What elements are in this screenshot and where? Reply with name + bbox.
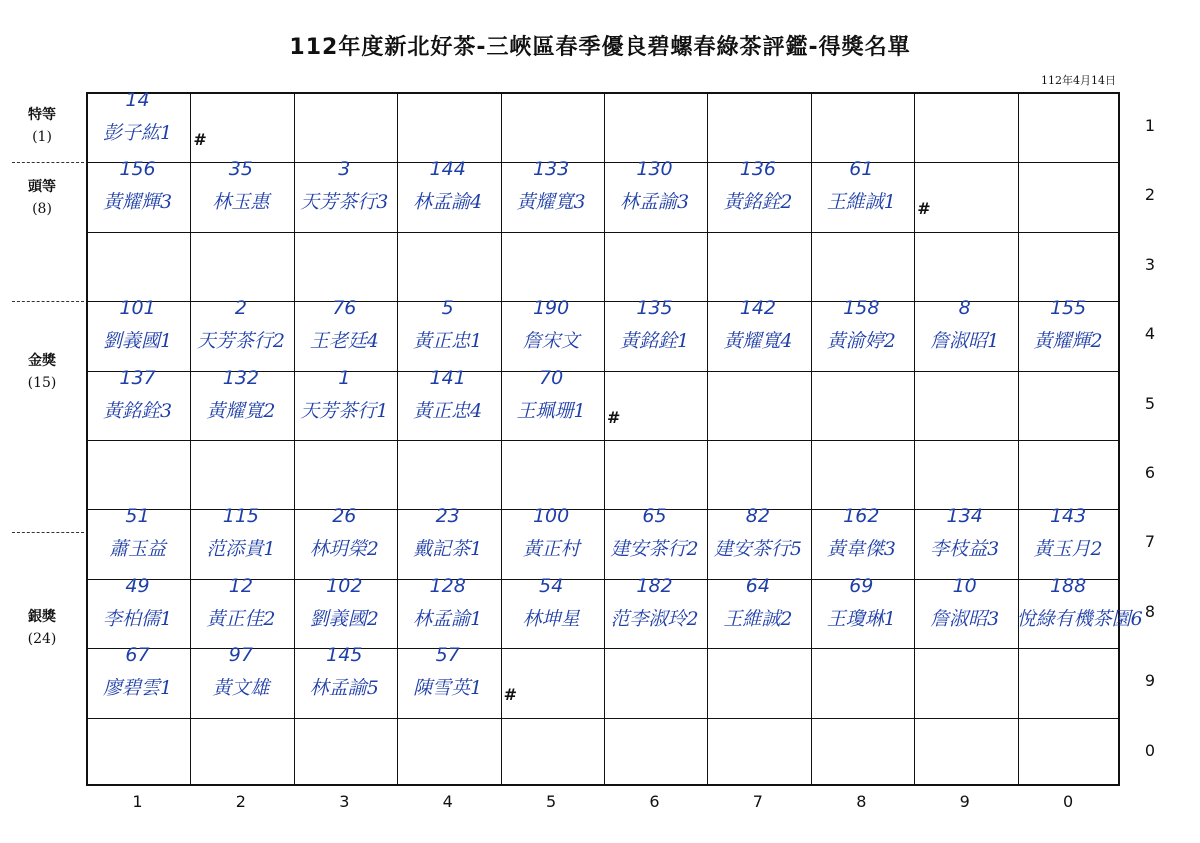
entry-name: 王維誠2 [723,607,793,630]
column-number: 4 [442,792,453,811]
category-silver [0,606,84,650]
entry-name: 建安茶行5 [713,538,802,561]
entry-number: 65 [642,505,667,528]
entry-name: 王瓊琳1 [826,607,896,630]
entry-name: 詹淑昭3 [930,607,1000,630]
entry-number: 8 [958,297,971,320]
entry-number: 141 [429,366,466,389]
entry-name: 彭子紘1 [102,122,173,144]
entry-number: 57 [435,644,460,667]
entry-number: 144 [429,158,466,181]
row-number: 7 [1144,532,1156,552]
entry-name: 林孟諭1 [413,607,483,630]
entry-name: 王老廷4 [309,330,379,353]
entry-number: 142 [739,297,777,320]
row-number: 8 [1144,601,1156,621]
column-number: 5 [546,792,557,811]
entry-name: 黃正忠1 [413,330,483,353]
entry-number: 12 [228,574,253,597]
column-number: 3 [339,792,350,811]
entry-number: 102 [326,574,363,597]
category-name: 銀獎 [28,609,56,625]
entry-name: 戴記茶1 [413,538,483,561]
entry-name: 黃銘銓3 [102,399,173,422]
date-label: 112年4月14日 [1041,74,1116,87]
entry-number: 158 [843,297,880,320]
entry-name: 范李淑玲2 [610,607,699,630]
entry-number: 128 [429,574,466,597]
entry-number: 10 [952,574,977,597]
column-number: 9 [959,792,970,811]
entry-name: 黃耀寬2 [206,399,276,422]
entry-number: 23 [435,505,460,528]
grid-row-line [88,440,1118,441]
category-count: (1) [32,129,52,145]
entry-number: 188 [1049,574,1087,597]
grid-column-line [914,94,915,784]
entry-number: 2 [234,297,247,320]
end-mark: # [917,199,931,219]
entry-name: 天芳茶行1 [300,399,389,422]
entry-name: 林玉惠 [212,191,270,214]
category-count: (8) [32,201,52,217]
entry-number: 54 [539,574,564,597]
entry-name: 詹宋文 [522,330,580,353]
row-number: 2 [1144,185,1156,205]
entry-name: 黃玉月2 [1033,538,1103,561]
entry-name: 天芳茶行2 [196,330,285,353]
entry-name: 林坤星 [522,607,580,630]
entry-number: 162 [843,505,880,528]
entry-name: 劉義國2 [309,607,379,630]
column-number: 2 [235,792,246,811]
grid-row-line [88,718,1118,719]
entry-name: 林孟諭3 [619,191,690,214]
entry-number: 14 [125,89,150,111]
category-divider [12,162,84,163]
category-divider [12,301,84,302]
category-name: 金獎 [28,353,56,369]
entry-name: 林孟諭4 [413,191,483,214]
entry-number: 155 [1049,297,1087,320]
entry-name: 黃韋傑3 [826,538,896,561]
entry-number: 1 [338,366,351,389]
row-number: 6 [1144,463,1156,482]
entry-number: 67 [125,644,150,667]
column-number: 0 [1063,792,1074,811]
end-mark: # [193,130,207,149]
row-number: 5 [1144,393,1156,413]
entry-name: 王珮珊1 [516,399,586,422]
entry-number: 135 [636,297,673,320]
entry-name: 黃耀輝3 [102,191,173,214]
entry-name: 黃銘銓1 [619,330,690,353]
entry-number: 49 [125,574,150,597]
column-number: 6 [649,792,660,811]
column-number: 8 [856,792,867,811]
entry-number: 61 [849,158,874,181]
entry-number: 132 [222,366,260,389]
entry-number: 156 [119,158,156,181]
entry-name: 黃銘銓2 [723,191,793,214]
entry-name: 林玥榮2 [309,538,379,561]
entry-number: 76 [332,297,357,320]
column-number: 7 [752,792,763,811]
entry-number: 3 [338,158,351,181]
entry-name: 黃耀寬3 [516,191,586,214]
row-number: 0 [1144,740,1156,760]
entry-number: 70 [539,366,564,389]
entry-number: 35 [228,158,253,181]
category-divider [12,532,84,533]
entry-name: 陳雪英1 [413,677,483,700]
row-number: 4 [1144,324,1156,344]
row-number: 3 [1144,254,1156,274]
entry-number: 115 [222,505,260,528]
entry-number: 137 [119,366,156,389]
entry-number: 182 [636,574,673,597]
entry-name: 黃正忠4 [413,399,483,422]
entry-name: 范添貴1 [206,538,276,561]
entry-number: 97 [228,644,253,667]
entry-name: 黃耀寬4 [723,330,793,353]
entry-name: 黃正佳2 [206,607,276,630]
entry-name: 王維誠1 [826,191,896,214]
category-name: 特等 [28,107,56,123]
grid-row-line [88,232,1118,233]
end-mark: # [607,407,621,427]
entry-name: 詹淑昭1 [930,330,1000,353]
entry-number: 134 [946,505,983,528]
entry-name: 黃文雄 [212,677,270,700]
page-title: 112年度新北好茶-三峽區春季優良碧螺春綠茶評鑑-得獎名單 [289,35,911,60]
entry-number: 51 [125,505,150,528]
entry-number: 145 [326,644,363,667]
column-number: 1 [132,792,143,811]
entry-number: 101 [119,297,156,320]
category-count: (15) [27,375,57,391]
category-count: (24) [27,631,57,647]
entry-name: 天芳茶行3 [300,191,389,214]
category-gold [0,350,84,394]
entry-name: 林孟諭5 [309,677,379,700]
entry-number: 143 [1049,505,1087,528]
entry-number: 69 [849,574,874,597]
entry-name: 悅綠有機茶園6 [1016,607,1143,630]
entry-name: 李柏儒1 [102,607,173,630]
entry-number: 82 [745,505,770,528]
entry-number: 64 [745,574,770,597]
entry-name: 黃正村 [522,538,580,561]
row-number: 1 [1144,116,1156,135]
entry-number: 130 [636,158,673,181]
entry-name: 廖碧雲1 [102,677,173,700]
entry-name: 黃渝婷2 [826,330,896,353]
entry-name: 李枝益3 [930,538,1000,561]
grid-column-line [1018,94,1019,784]
row-number: 9 [1144,671,1156,691]
category-special [0,104,84,148]
entry-number: 136 [739,158,777,181]
entry-name: 蕭玉益 [108,538,166,561]
entry-number: 190 [532,297,570,320]
entry-number: 26 [332,505,357,528]
entry-name: 建安茶行2 [610,538,699,561]
entry-name: 黃耀輝2 [1033,330,1103,353]
end-mark: # [503,685,517,705]
entry-number: 133 [532,158,570,181]
entry-number: 5 [441,297,454,320]
entry-number: 100 [532,505,570,528]
entry-name: 劉義國1 [102,330,173,353]
category-first [0,176,84,220]
category-name: 頭等 [28,179,56,195]
